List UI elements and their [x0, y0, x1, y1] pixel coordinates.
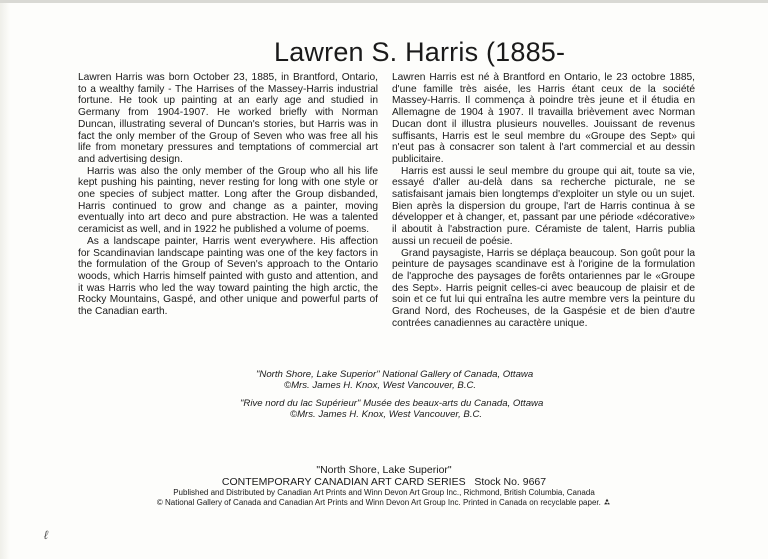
page-title: Lawren S. Harris (1885- [274, 37, 566, 67]
french-paragraph-2: Harris est aussi le seul membre du groupe qui ait, toute sa vie, essayé d'aller au-delà dans sa recherche picturale, ne se satisfaisant jamais bien longtemps d'exploiter un style ou un sujet. Bien après la dispersion du groupe, l'art de Harris continua à se développer et à changer, et, passant par une période «décorative» il aboutit à l'abstraction pure. Céramiste de talent, Harris publia aussi un recueil de poésie. [392, 165, 695, 247]
footer-series: CONTEMPORARY CANADIAN ART CARD SERIES Stock No. 9667 [221, 476, 547, 488]
scan-top-edge [0, 0, 768, 3]
english-column [78, 72, 378, 318]
pencil-mark: ℓ [44, 528, 48, 542]
english-paragraph-3: As a landscape painter, Harris went everywhere. His affection for Scandinavian landscape painting was one of the key factors in the formulation of the Group of Seven's approach to the Ontario woods, which Harris himself painted with gusto and attention, and it was Harris who led the way toward painting the high arctic, the Rocky Mountains, Gaspé, and other unique and powerful parts of the Canadian earth. [78, 235, 378, 318]
credit-french-copyright: ©Mrs. James H. Knox, West Vancouver, B.C. [290, 409, 483, 420]
footer-copyright: © National Gallery of Canada and Canadian Art Prints and Winn Devon Art Group Inc. Printed in Canada on recyclable paper. [156, 498, 601, 507]
footer-copyright-line [0, 498, 768, 508]
credit-french-title: "Rive nord du lac Supérieur" Musée des beaux-arts du Canada, Ottawa [240, 398, 544, 409]
english-paragraph-2: Harris was also the only member of the Group who all his life kept pushing his painting, never resting for long with one style or one species of subject matter. Long after the Group disbanded, Harris continued to grow and change as a painter, moving eventually into art deco and pure abstraction. He was a talented ceramicist as well, and in 1922 he published a volume of poems. [78, 165, 378, 236]
footer-artwork-title: "North Shore, Lake Superior" [316, 464, 452, 476]
french-column [392, 72, 695, 329]
publisher-footer [0, 464, 768, 508]
footer-publisher: Published and Distributed by Canadian Art Prints and Winn Devon Art Group Inc., Richmond, British Columbia, Canada [173, 488, 595, 497]
french-paragraph-1: Lawren Harris est né à Brantford en Ontario, le 23 octobre 1885, d'une famille très aisée, les Harris étant ceux de la société Massey-Harris. Il commença à poindre très jeune et il étudia en Allemagne de 1904 à 1907. Il travailla brièvement avec Norman Ducan dont il illustra plusieurs nouvelles. Jouissant de revenus suffisants, Harris est le seul membre du «Groupe des Sept» qui n'eut pas à consacrer son talent à l'art commercial et au dessin publicitaire. [392, 72, 695, 165]
credit-english-title: "North Shore, Lake Superior" National Gallery of Canada, Ottawa [256, 369, 534, 380]
french-paragraph-3: Grand paysagiste, Harris se déplaça beaucoup. Son goût pour la peinture de paysages scandinave est à l'origine de la formulation de l'approche des paysages de forêts ontariennes par le «Groupe des Sept». Harris peignit celles-ci avec beaucoup de plaisir et de soin et ce fut lui qui entraîna les autre membre vers la peinture du Grand Nord, des Rocheuses, de la Gaspésie et de bien d'autre contrées canadiennes au caractère unique. [392, 247, 695, 329]
english-paragraph-1: Lawren Harris was born October 23, 1885, in Brantford, Ontario, to a wealthy family - The Harrises of the Massey-Harris industrial fortune. He took up painting at an early age and studied in Germany from 1904-1907. He worked briefly with Norman Duncan, illustrating several of Duncan's stories, but Harris was in fact the only member of the Group of Seven who was free all his life from monetary pressures and temptations of commercial art and advertising design. [78, 72, 378, 165]
credit-english-copyright: ©Mrs. James H. Knox, West Vancouver, B.C. [284, 380, 477, 391]
recycle-icon [603, 498, 611, 506]
